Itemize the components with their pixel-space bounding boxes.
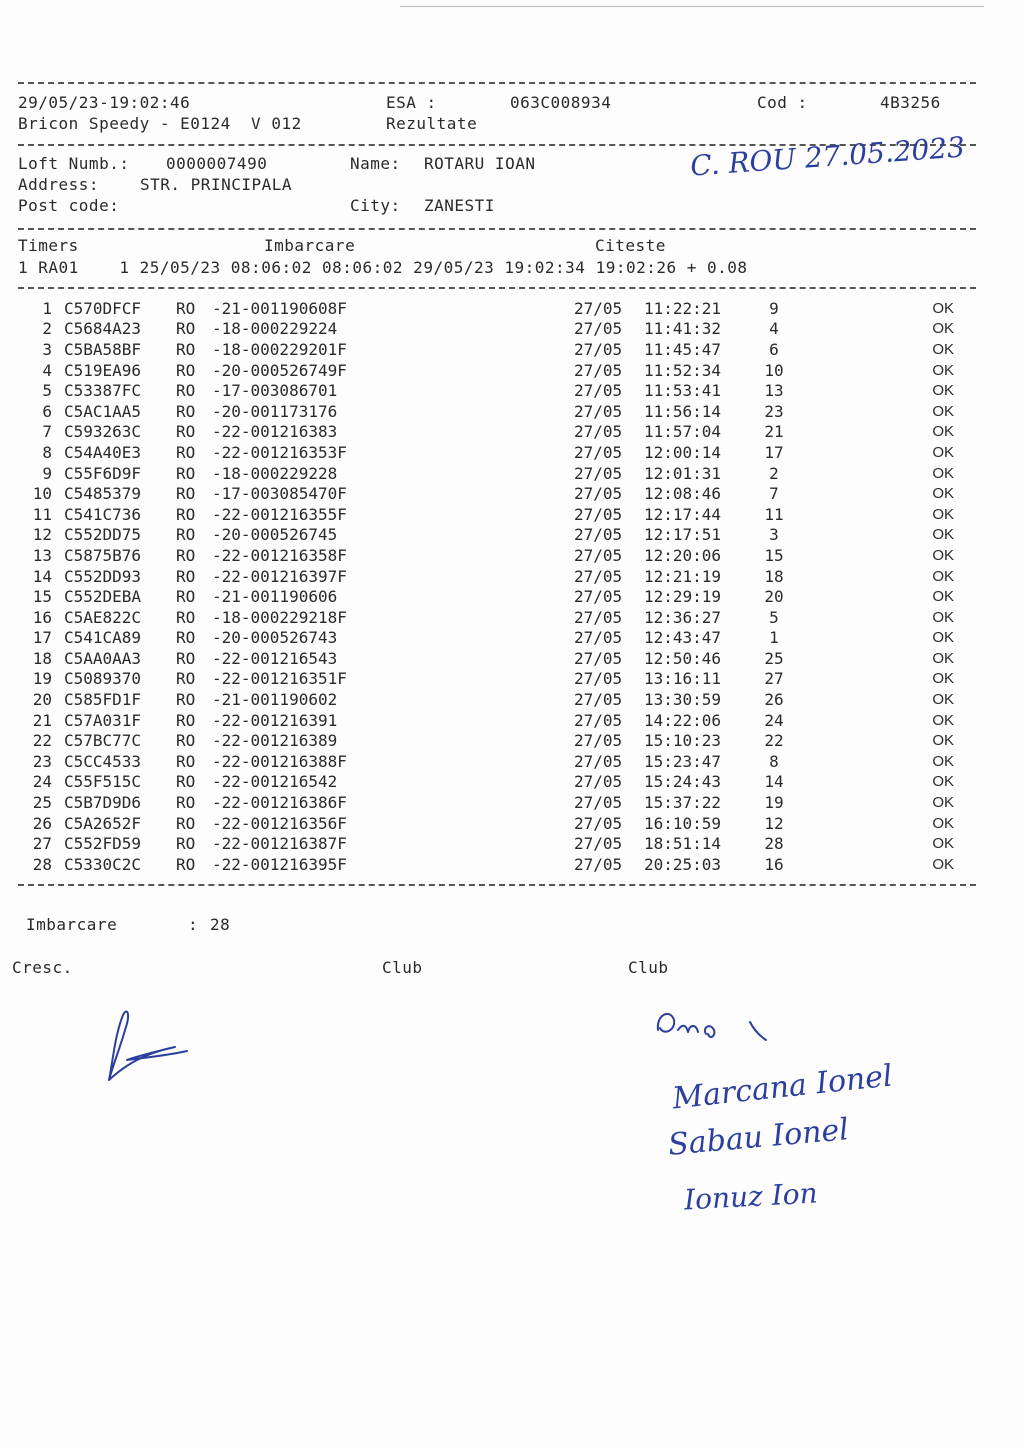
country-code: RO: [176, 442, 196, 462]
rank: 25: [764, 648, 784, 668]
name-value: ROTARU IOAN: [424, 154, 536, 173]
result-row: [18, 360, 968, 381]
country-code: RO: [176, 566, 196, 586]
arrival-time: 11:45:47: [644, 339, 722, 359]
club-signature-2: Sabau Ionel: [666, 1112, 851, 1163]
status: OK: [932, 670, 954, 688]
ring-number: -20-000526745: [212, 525, 338, 545]
row-number: 7: [42, 422, 52, 442]
result-row: [18, 545, 968, 566]
country-code: RO: [176, 463, 196, 483]
country-code: RO: [176, 504, 196, 524]
country-code: RO: [176, 772, 196, 792]
ring-number: -22-001216388F: [212, 751, 347, 771]
result-row: [18, 833, 968, 854]
arrival-date: 27/05: [574, 834, 623, 854]
row-number: 13: [32, 545, 52, 565]
rank: 16: [764, 854, 784, 874]
ring-number: -20-000526749F: [212, 360, 347, 380]
status: OK: [932, 464, 954, 482]
arrival-time: 12:20:06: [644, 545, 722, 565]
ring-number: -22-001216383: [212, 422, 338, 442]
arrival-time: 11:53:41: [644, 381, 722, 401]
arrival-time: 12:01:31: [644, 463, 722, 483]
status: OK: [932, 361, 954, 379]
arrival-time: 15:37:22: [644, 793, 722, 813]
arrival-time: 20:25:03: [644, 854, 722, 874]
result-row: [18, 525, 968, 546]
row-number: 5: [42, 381, 52, 401]
status: OK: [932, 340, 954, 358]
arrival-date: 27/05: [574, 648, 623, 668]
imbarcare-total-count: 28: [210, 915, 231, 934]
arrival-date: 27/05: [574, 339, 623, 359]
esa-value: 063C008934: [510, 93, 612, 112]
result-row: [18, 339, 968, 360]
ring-number: -22-001216397F: [212, 566, 347, 586]
arrival-date: 27/05: [574, 545, 623, 565]
ring-code: C5875B76: [64, 545, 142, 565]
arrival-time: 12:00:14: [644, 442, 722, 462]
city-value: ZANESTI: [424, 196, 495, 215]
ring-number: -22-001216391: [212, 710, 338, 730]
arrival-date: 27/05: [574, 381, 623, 401]
ring-code: C541C736: [64, 504, 142, 524]
ring-code: C5AE822C: [64, 607, 142, 627]
result-row: [18, 319, 968, 340]
club-signature-1: Marcana Ionel: [670, 1058, 895, 1117]
rank: 10: [764, 360, 784, 380]
result-row: [18, 442, 968, 463]
imbarcare-column-label: Imbarcare: [264, 236, 356, 255]
ring-number: -17-003085470F: [212, 484, 347, 504]
status: OK: [932, 691, 954, 709]
status: OK: [932, 526, 954, 544]
row-number: 3: [42, 339, 52, 359]
rank: 24: [764, 710, 784, 730]
city-label: City:: [350, 196, 401, 215]
result-row: [18, 669, 968, 690]
arrival-date: 27/05: [574, 813, 623, 833]
result-row: [18, 607, 968, 628]
page-top-rule: [400, 6, 984, 7]
country-code: RO: [176, 854, 196, 874]
status: OK: [932, 320, 954, 338]
row-number: 10: [32, 484, 52, 504]
status: OK: [932, 382, 954, 400]
row-number: 12: [32, 525, 52, 545]
rank: 17: [764, 442, 784, 462]
ring-code: C541CA89: [64, 628, 142, 648]
address-label: Address:: [18, 175, 100, 194]
row-number: 28: [32, 854, 52, 874]
report-type: Rezultate: [386, 114, 478, 133]
country-code: RO: [176, 484, 196, 504]
arrival-time: 15:24:43: [644, 772, 722, 792]
status: OK: [932, 423, 954, 441]
arrival-date: 27/05: [574, 772, 623, 792]
handwritten-note: C. ROU 27.05.2023: [689, 130, 966, 183]
rank: 6: [769, 339, 779, 359]
rank: 13: [764, 381, 784, 401]
rank: 14: [764, 772, 784, 792]
ring-code: C57A031F: [64, 710, 142, 730]
ring-number: -18-000229218F: [212, 607, 347, 627]
status: OK: [932, 649, 954, 667]
country-code: RO: [176, 339, 196, 359]
arrival-time: 14:22:06: [644, 710, 722, 730]
country-code: RO: [176, 319, 196, 339]
country-code: RO: [176, 587, 196, 607]
status: OK: [932, 485, 954, 503]
status: OK: [932, 835, 954, 853]
arrival-time: 18:51:14: [644, 834, 722, 854]
arrival-date: 27/05: [574, 298, 623, 318]
address-value: STR. PRINCIPALA: [140, 175, 292, 194]
rank: 21: [764, 422, 784, 442]
status: OK: [932, 567, 954, 585]
rank: 23: [764, 401, 784, 421]
ring-code: C5CC4533: [64, 751, 142, 771]
divider-results-top: [18, 287, 976, 289]
status: OK: [932, 588, 954, 606]
country-code: RO: [176, 648, 196, 668]
rank: 2: [769, 463, 779, 483]
ring-code: C57BC77C: [64, 731, 142, 751]
rank: 26: [764, 690, 784, 710]
status: OK: [932, 773, 954, 791]
country-code: RO: [176, 298, 196, 318]
status: OK: [932, 752, 954, 770]
citeste-column-label: Citeste: [595, 236, 666, 255]
arrival-time: 12:17:44: [644, 504, 722, 524]
ring-code: C593263C: [64, 422, 142, 442]
status: OK: [932, 546, 954, 564]
country-code: RO: [176, 422, 196, 442]
rank: 3: [769, 525, 779, 545]
ring-code: C552DD93: [64, 566, 142, 586]
arrival-time: 11:56:14: [644, 401, 722, 421]
ring-code: C552DEBA: [64, 587, 142, 607]
result-row: [18, 813, 968, 834]
postcode-label: Post code:: [18, 196, 120, 215]
row-number: 9: [42, 463, 52, 483]
rank: 5: [769, 607, 779, 627]
ring-number: -22-001216389: [212, 731, 338, 751]
arrival-time: 12:29:19: [644, 587, 722, 607]
loft-number-label: Loft Numb.:: [18, 154, 130, 173]
ring-number: -22-001216542: [212, 772, 338, 792]
country-code: RO: [176, 813, 196, 833]
row-number: 15: [32, 587, 52, 607]
ring-code: C55F515C: [64, 772, 142, 792]
rank: 12: [764, 813, 784, 833]
arrival-date: 27/05: [574, 710, 623, 730]
arrival-time: 16:10:59: [644, 813, 722, 833]
country-code: RO: [176, 751, 196, 771]
row-number: 24: [32, 772, 52, 792]
ring-number: -22-001216395F: [212, 854, 347, 874]
timer-row: 1 RA01 1 25/05/23 08:06:02 08:06:02 29/05/23 19:02:34 19:02:26 + 0.08: [18, 258, 748, 277]
arrival-date: 27/05: [574, 504, 623, 524]
arrival-time: 11:22:21: [644, 298, 722, 318]
ring-code: C5330C2C: [64, 854, 142, 874]
arrival-date: 27/05: [574, 587, 623, 607]
ring-number: -22-001216543: [212, 648, 338, 668]
club-initials-signature: [650, 1000, 790, 1060]
arrival-time: 13:30:59: [644, 690, 722, 710]
club-label-2: Club: [628, 958, 669, 977]
country-code: RO: [176, 793, 196, 813]
arrival-time: 15:10:23: [644, 731, 722, 751]
divider-timers-top: [18, 228, 976, 230]
row-number: 16: [32, 607, 52, 627]
result-row: [18, 854, 968, 875]
result-row: [18, 504, 968, 525]
cod-label: Cod :: [757, 93, 808, 112]
country-code: RO: [176, 401, 196, 421]
name-label: Name:: [350, 154, 401, 173]
club-label-1: Club: [382, 958, 423, 977]
rank: 27: [764, 669, 784, 689]
arrival-time: 12:17:51: [644, 525, 722, 545]
ring-code: C5A2652F: [64, 813, 142, 833]
result-row: [18, 483, 968, 504]
row-number: 26: [32, 813, 52, 833]
country-code: RO: [176, 545, 196, 565]
ring-number: -21-001190606: [212, 587, 338, 607]
arrival-date: 27/05: [574, 690, 623, 710]
arrival-date: 27/05: [574, 669, 623, 689]
status: OK: [932, 629, 954, 647]
country-code: RO: [176, 690, 196, 710]
ring-code: C552FD59: [64, 834, 142, 854]
arrival-time: 12:36:27: [644, 607, 722, 627]
rank: 18: [764, 566, 784, 586]
status: OK: [932, 505, 954, 523]
country-code: RO: [176, 525, 196, 545]
ring-code: C54A40E3: [64, 442, 142, 462]
device-name: Bricon Speedy - E0124 V 012: [18, 114, 302, 133]
rank: 9: [769, 298, 779, 318]
ring-number: -18-000229224: [212, 319, 338, 339]
breeder-signature: [95, 1005, 205, 1090]
row-number: 18: [32, 648, 52, 668]
arrival-date: 27/05: [574, 566, 623, 586]
arrival-date: 27/05: [574, 607, 623, 627]
result-row: [18, 586, 968, 607]
arrival-time: 15:23:47: [644, 751, 722, 771]
result-row: [18, 710, 968, 731]
results-table-body: [18, 298, 968, 875]
rank: 15: [764, 545, 784, 565]
rank: 20: [764, 587, 784, 607]
arrival-date: 27/05: [574, 442, 623, 462]
rank: 11: [764, 504, 784, 524]
ring-number: -22-001216355F: [212, 504, 347, 524]
report-timestamp: 29/05/23-19:02:46: [18, 93, 191, 112]
ring-code: C55F6D9F: [64, 463, 142, 483]
timers-label: Timers: [18, 236, 79, 255]
rank: 8: [769, 751, 779, 771]
arrival-time: 11:57:04: [644, 422, 722, 442]
ring-code: C585FD1F: [64, 690, 142, 710]
country-code: RO: [176, 731, 196, 751]
result-row: [18, 463, 968, 484]
row-number: 25: [32, 793, 52, 813]
result-row: [18, 689, 968, 710]
arrival-date: 27/05: [574, 628, 623, 648]
ring-code: C5684A23: [64, 319, 142, 339]
rank: 19: [764, 793, 784, 813]
row-number: 8: [42, 442, 52, 462]
arrival-date: 27/05: [574, 854, 623, 874]
row-number: 19: [32, 669, 52, 689]
row-number: 21: [32, 710, 52, 730]
ring-code: C5AC1AA5: [64, 401, 142, 421]
arrival-date: 27/05: [574, 463, 623, 483]
result-row: [18, 730, 968, 751]
status: OK: [932, 855, 954, 873]
ring-number: -22-001216358F: [212, 545, 347, 565]
ring-code: C570DFCF: [64, 298, 142, 318]
row-number: 23: [32, 751, 52, 771]
ring-number: -18-000229201F: [212, 339, 347, 359]
rank: 1: [769, 628, 779, 648]
result-row: [18, 751, 968, 772]
ring-code: C519EA96: [64, 360, 142, 380]
result-row: [18, 298, 968, 319]
ring-code: C5BA58BF: [64, 339, 142, 359]
ring-number: -20-001173176: [212, 401, 338, 421]
rank: 7: [769, 484, 779, 504]
arrival-date: 27/05: [574, 484, 623, 504]
arrival-time: 12:50:46: [644, 648, 722, 668]
country-code: RO: [176, 669, 196, 689]
row-number: 11: [32, 504, 52, 524]
imbarcare-total-separator: :: [188, 915, 199, 934]
arrival-time: 12:08:46: [644, 484, 722, 504]
result-row: [18, 792, 968, 813]
arrival-time: 12:43:47: [644, 628, 722, 648]
ring-number: -22-001216356F: [212, 813, 347, 833]
row-number: 4: [42, 360, 52, 380]
status: OK: [932, 443, 954, 461]
arrival-time: 13:16:11: [644, 669, 722, 689]
row-number: 22: [32, 731, 52, 751]
arrival-date: 27/05: [574, 422, 623, 442]
esa-label: ESA :: [386, 93, 437, 112]
country-code: RO: [176, 607, 196, 627]
cod-value: 4B3256: [880, 93, 941, 112]
row-number: 20: [32, 690, 52, 710]
arrival-time: 11:52:34: [644, 360, 722, 380]
ring-number: -21-001190608F: [212, 298, 347, 318]
cresc-label: Cresc.: [12, 958, 73, 977]
result-row: [18, 380, 968, 401]
status: OK: [932, 711, 954, 729]
ring-number: -17-003086701: [212, 381, 338, 401]
result-row: [18, 422, 968, 443]
arrival-date: 27/05: [574, 525, 623, 545]
result-row: [18, 772, 968, 793]
row-number: 1: [42, 298, 52, 318]
ring-code: C5AA0AA3: [64, 648, 142, 668]
row-number: 6: [42, 401, 52, 421]
divider-header-top: [18, 82, 976, 84]
row-number: 27: [32, 834, 52, 854]
arrival-time: 12:21:19: [644, 566, 722, 586]
status: OK: [932, 402, 954, 420]
result-row: [18, 648, 968, 669]
arrival-date: 27/05: [574, 319, 623, 339]
ring-number: -22-001216387F: [212, 834, 347, 854]
status: OK: [932, 814, 954, 832]
rank: 28: [764, 834, 784, 854]
ring-number: -22-001216386F: [212, 793, 347, 813]
ring-code: C53387FC: [64, 381, 142, 401]
ring-number: -21-001190602: [212, 690, 338, 710]
ring-number: -22-001216351F: [212, 669, 347, 689]
arrival-date: 27/05: [574, 751, 623, 771]
status: OK: [932, 794, 954, 812]
arrival-time: 11:41:32: [644, 319, 722, 339]
arrival-date: 27/05: [574, 401, 623, 421]
status: OK: [932, 608, 954, 626]
results-table: [18, 298, 968, 875]
imbarcare-total-label: Imbarcare: [26, 915, 118, 934]
country-code: RO: [176, 381, 196, 401]
club-signature-3: Ionuz Ion: [683, 1176, 819, 1217]
result-row: [18, 566, 968, 587]
country-code: RO: [176, 360, 196, 380]
rank: 4: [769, 319, 779, 339]
arrival-date: 27/05: [574, 731, 623, 751]
ring-code: C5089370: [64, 669, 142, 689]
ring-number: -22-001216353F: [212, 442, 347, 462]
divider-results-bottom: [18, 884, 976, 886]
ring-number: -20-000526743: [212, 628, 338, 648]
result-row: [18, 628, 968, 649]
row-number: 2: [42, 319, 52, 339]
status: OK: [932, 299, 954, 317]
ring-code: C5B7D9D6: [64, 793, 142, 813]
ring-code: C5485379: [64, 484, 142, 504]
ring-code: C552DD75: [64, 525, 142, 545]
loft-number-value: 0000007490: [166, 154, 268, 173]
country-code: RO: [176, 834, 196, 854]
row-number: 14: [32, 566, 52, 586]
row-number: 17: [32, 628, 52, 648]
status: OK: [932, 732, 954, 750]
country-code: RO: [176, 628, 196, 648]
rank: 22: [764, 731, 784, 751]
arrival-date: 27/05: [574, 360, 623, 380]
arrival-date: 27/05: [574, 793, 623, 813]
country-code: RO: [176, 710, 196, 730]
ring-number: -18-000229228: [212, 463, 338, 483]
result-row: [18, 401, 968, 422]
